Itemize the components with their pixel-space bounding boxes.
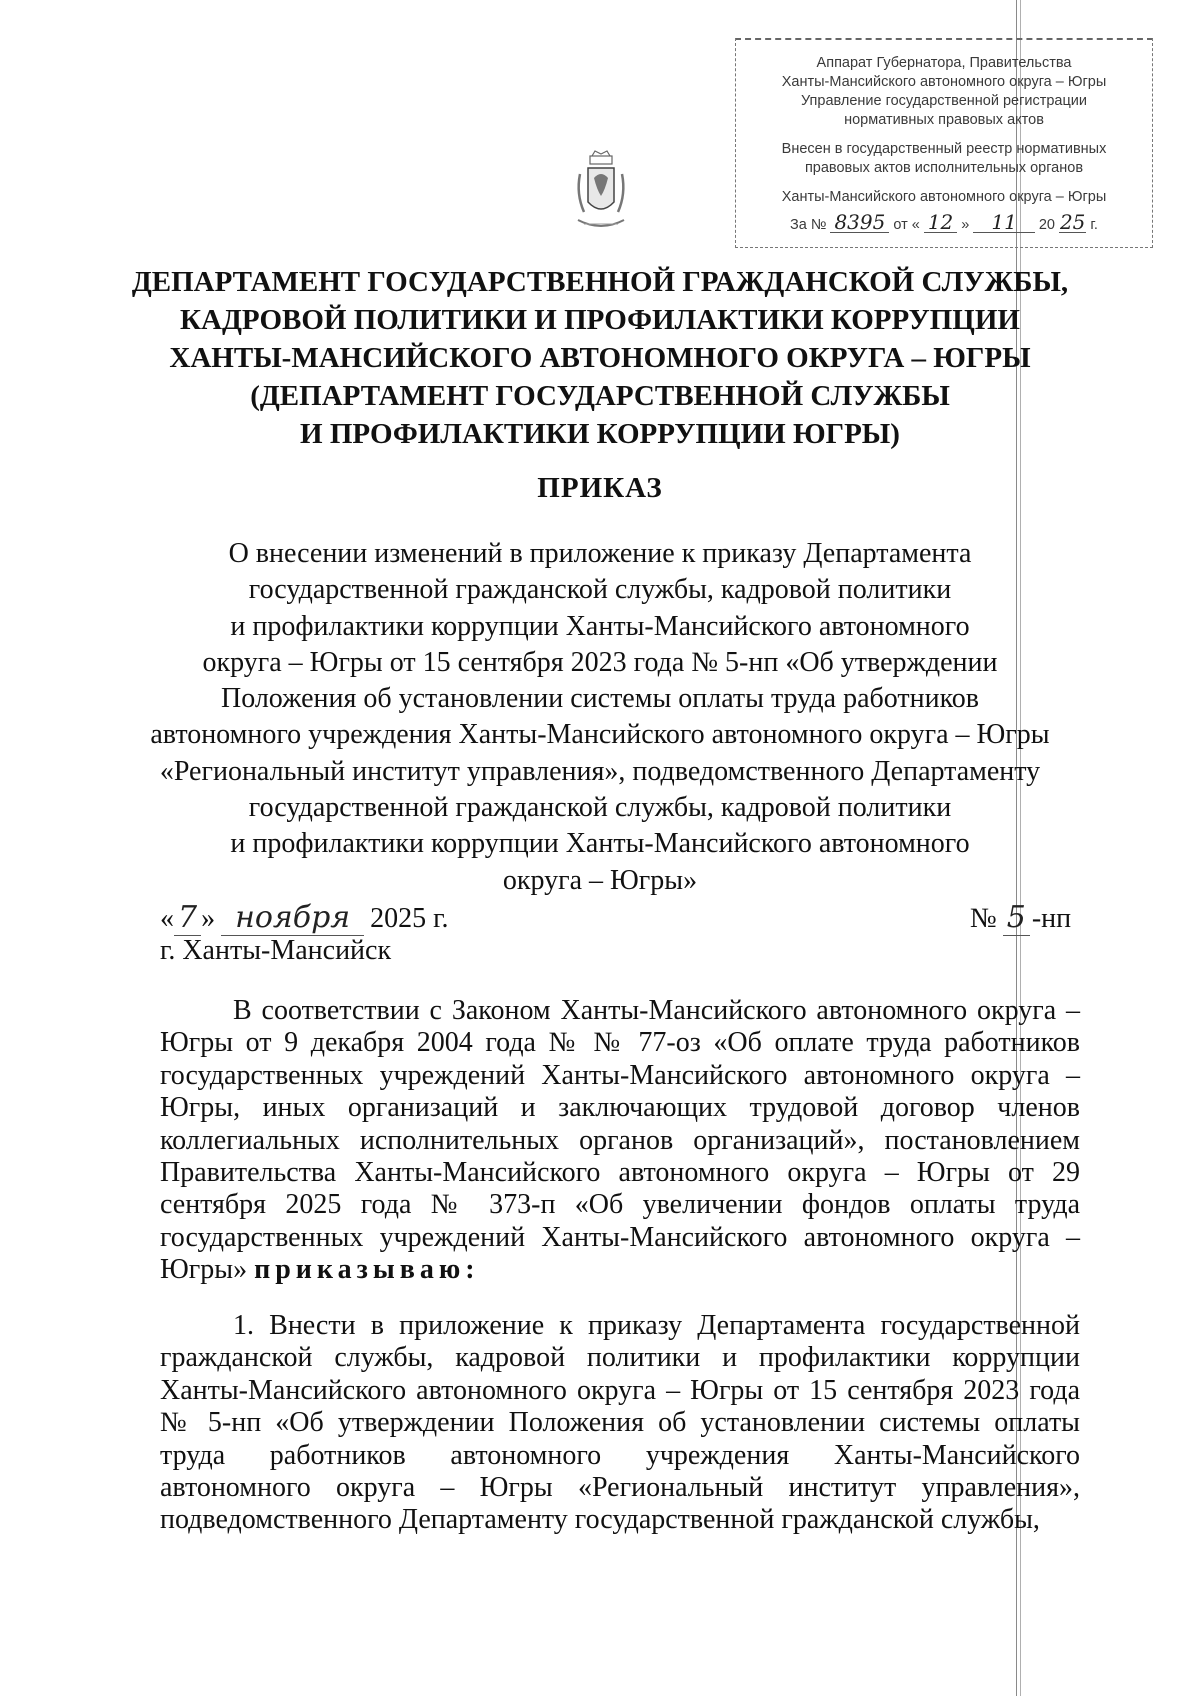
date-month: ноября [221, 900, 364, 936]
date-day: 7 [174, 900, 201, 936]
header-line: ХАНТЫ-МАНСИЙСКОГО АВТОНОМНОГО ОКРУГА – ЮГРЫ [169, 342, 1031, 374]
subject-line: государственной гражданской службы, кадровой политики [248, 792, 952, 824]
subject-line: автономного учреждения Ханты-Мансийского автономного округа – Югры [150, 719, 1050, 751]
stamp-reg-prefix: За № [790, 217, 827, 233]
stamp-region: Ханты-Мансийского автономного округа – Югры [781, 189, 1107, 205]
number-value: 5 [1003, 900, 1030, 936]
order-number [970, 900, 1071, 936]
stamp-reg-year-prefix: 20 [1038, 217, 1055, 233]
stamp-reg-number: 8395 [830, 213, 889, 233]
date-open-quote: « [160, 903, 174, 934]
header-line: ДЕПАРТАМЕНТ ГОСУДАРСТВЕННОЙ ГРАЖДАНСКОЙ СЛУЖБЫ, [131, 266, 1069, 298]
stamp-reg-month: 11 [973, 213, 1034, 233]
stamp-reg-year: 25 [1059, 210, 1086, 234]
header-line: И ПРОФИЛАКТИКИ КОРРУПЦИИ ЮГРЫ) [300, 418, 900, 450]
order-title: ПРИКАЗ [537, 472, 663, 504]
stamp-reg-day: 12 [924, 213, 957, 233]
paragraph-text: В соответствии с Законом Ханты-Мансийского автономного округа – Югры от 9 декабря 2004 года № № 77-оз «Об оплате труда работников государственных учреждений Ханты-Мансийского автономного округа – Югры, иных организаций и заключающих трудовой договор членов коллегиальных исполнительных органов организаций», постановлением Правительства Ханты-Мансийского автономного округа – Югры от 29 сентября 2025 года № 373-п «Об увеличении фондов оплаты труда государственных учреждений Ханты-Мансийского автономного округа – Югры» [160, 995, 1080, 1286]
subject-line: «Региональный институт управления», подведомственного Департаменту [159, 755, 1041, 787]
header-line: КАДРОВОЙ ПОЛИТИКИ И ПРОФИЛАКТИКИ КОРРУПЦИИ [180, 304, 1020, 336]
subject-line: округа – Югры» [502, 864, 698, 896]
number-suffix: -нп [1031, 903, 1072, 934]
stamp-line: Ханты-Мансийского автономного округа – Югры [781, 74, 1107, 90]
subject-line: О внесении изменений в приложение к приказу Департамента [228, 538, 972, 569]
stamp-reg-year-end: г. [1090, 217, 1098, 233]
header-line: (ДЕПАРТАМЕНТ ГОСУДАРСТВЕННОЙ СЛУЖБЫ [250, 380, 950, 412]
date-year: 2025 г. [370, 903, 449, 934]
subject-line: и профилактики коррупции Ханты-Мансийского автономного [230, 610, 970, 642]
order-date [160, 900, 449, 936]
stamp-line: Внесен в государственный реестр нормативных [781, 141, 1107, 157]
paragraph-item-1 [160, 1310, 1080, 1537]
paragraph-legal-basis [160, 995, 1080, 1287]
subject-line: Положения об установлении системы оплаты труда работников [220, 683, 980, 715]
order-command: приказываю: [254, 1254, 480, 1286]
order-city: г. Ханты-Мансийск [160, 935, 392, 966]
stamp-line: нормативных правовых актов [844, 112, 1044, 128]
paragraph-text: 1. Внести в приложение к приказу Департамента государственной гражданской службы, кадровой политики и профилактики коррупции Ханты-Мансийского автономного округа – Югры от 15 сентября 2023 года № 5-нп «Об утверждении Положения об установлении системы оплаты труда работников автономного учреждения Ханты-Мансийского автономного округа – Югры «Региональный институт управления», подведомственного Департаменту государственной гражданской службы, [160, 1310, 1080, 1536]
stamp-line: Аппарат Губернатора, Правительства [816, 55, 1072, 71]
number-prefix: № [970, 903, 997, 934]
stamp-registration-row [736, 210, 1152, 235]
registration-stamp [735, 38, 1153, 248]
subject-line: и профилактики коррупции Ханты-Мансийского автономного [230, 828, 970, 860]
stamp-reg-from: от « [893, 217, 920, 233]
subject-line: государственной гражданской службы, кадровой политики [248, 574, 952, 606]
date-close-quote: » [201, 903, 216, 934]
order-subject [140, 536, 1060, 899]
subject-line: округа – Югры от 15 сентября 2023 года № 5-нп «Об утверждении [202, 646, 998, 678]
department-header [100, 263, 1100, 453]
stamp-line: правовых актов исполнительных органов [804, 160, 1084, 176]
stamp-reg-close: » [961, 217, 970, 233]
stamp-line: Управление государственной регистрации [800, 93, 1088, 109]
coat-of-arms-icon [572, 150, 630, 234]
